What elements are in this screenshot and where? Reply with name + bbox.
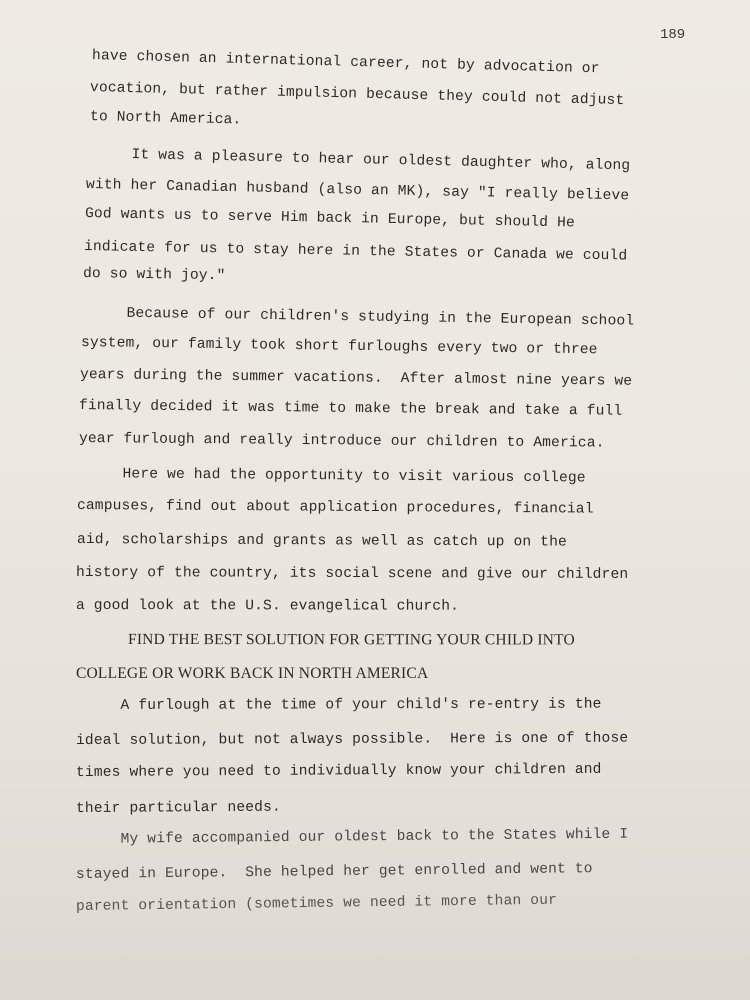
text-line: times where you need to individually know your children and: [75, 761, 602, 781]
text-line: parent orientation (sometimes we need it more than our: [75, 892, 558, 915]
text-line: finally decided it was time to make the break and take a full: [78, 398, 623, 420]
text-line: vocation, but rather impulsion because they could not adjust: [89, 80, 625, 110]
text-line: year furlough and really introduce our children to America.: [78, 431, 605, 452]
text-line: campuses, find out about application procedures, financial: [76, 498, 594, 518]
text-line: Here we had the opportunity to visit various college: [77, 466, 586, 487]
text-line: indicate for us to stay here in the States or Canada we could: [83, 239, 628, 265]
text-line: their particular needs.: [75, 799, 281, 817]
text-line: ideal solution, but not always possible. Here is one of those: [75, 730, 629, 749]
text-line: a good look at the U.S. evangelical church.: [75, 598, 460, 615]
section-heading: FIND THE BEST SOLUTION FOR GETTING YOUR CHILD INTO: [127, 631, 575, 649]
text-line: A furlough at the time of your child's re-entry is the: [75, 696, 602, 714]
text-line: to North America.: [89, 109, 242, 129]
text-line: do so with joy.": [82, 266, 226, 285]
page-number: 189: [660, 27, 686, 43]
text-line: with her Canadian husband (also an MK), say "I really believe: [85, 177, 630, 205]
text-line: It was a pleasure to hear our oldest daughter who, along: [86, 146, 631, 175]
text-line: system, our family took short furloughs every two or three: [80, 335, 598, 359]
text-line: My wife accompanied our oldest back to the States while I: [75, 826, 629, 848]
text-line: have chosen an international career, not by advocation or: [91, 48, 600, 78]
text-line: stayed in Europe. She helped her get enrolled and went to: [75, 861, 593, 883]
text-line: Because of our children's studying in the European school: [81, 305, 635, 330]
text-line: years during the summer vacations. After almost nine years we: [79, 367, 633, 390]
text-line: God wants us to serve Him back in Europe, but should He: [84, 206, 575, 232]
text-line: aid, scholarships and grants as well as catch up on the: [76, 532, 567, 551]
section-heading: COLLEGE OR WORK BACK IN NORTH AMERICA: [76, 665, 429, 682]
text-line: history of the country, its social scene and give our children: [75, 565, 629, 583]
